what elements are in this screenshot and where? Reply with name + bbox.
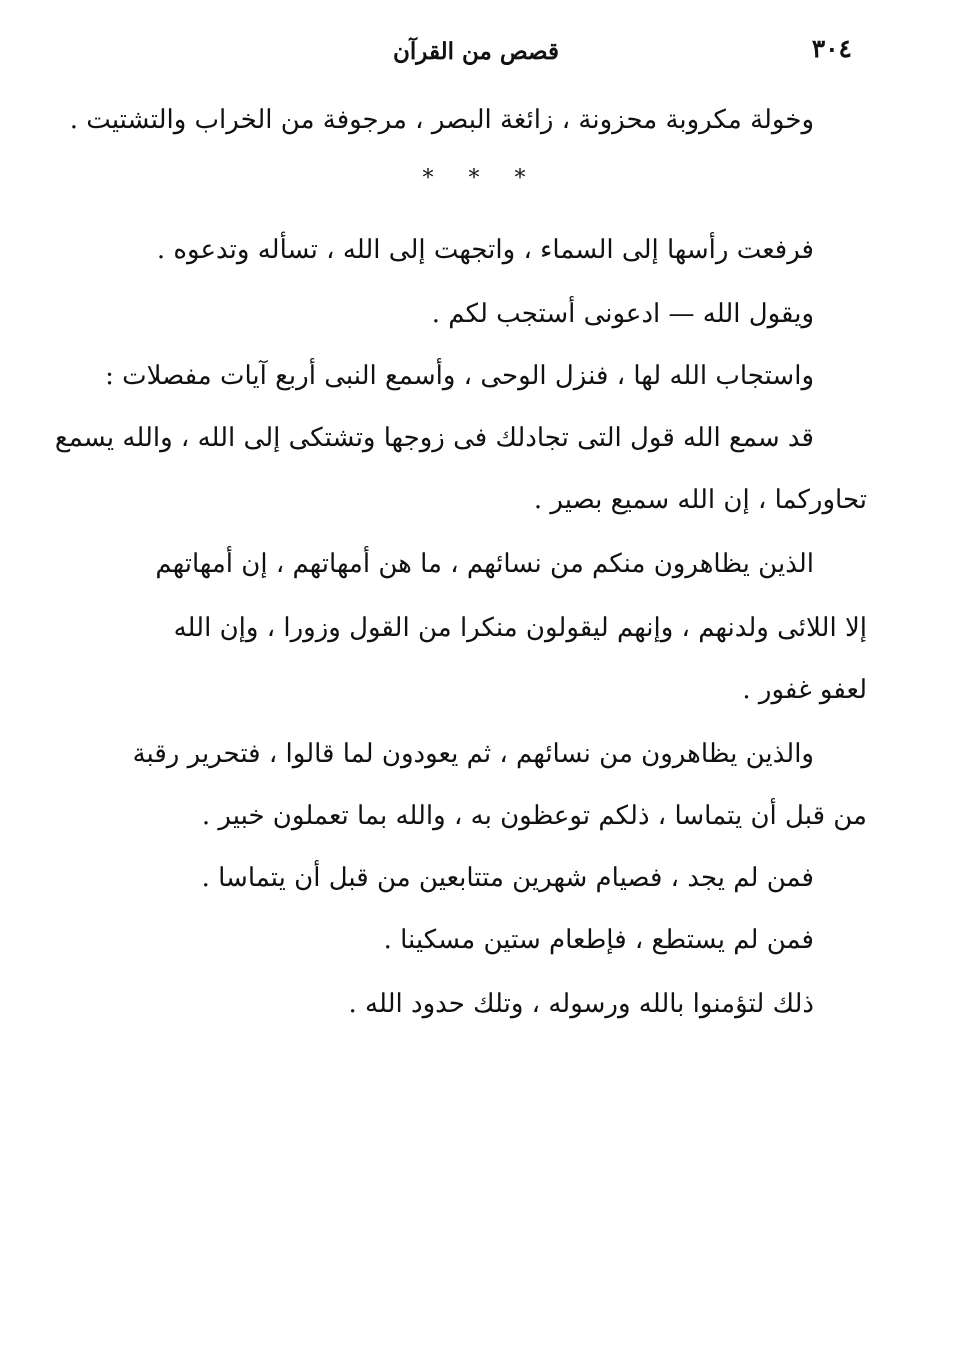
text-line-5: قد سمع الله قول التى تجادلك فى زوجها وتشتكى إلى الله ، والله يسمع xyxy=(54,423,814,453)
page-number: ٣٠٤ xyxy=(811,34,852,63)
text-line-12: فمن لم يجد ، فصيام شهرين متتابعين من قبل أن يتماسا . xyxy=(201,863,814,893)
text-line-8: إلا اللائى ولدنهم ، وإنهم ليقولون منكرا من القول وزورا ، وإن الله xyxy=(173,613,867,643)
text-line-2: فرفعت رأسها إلى السماء ، واتجهت إلى الله ، تسأله وتدعوه . xyxy=(156,235,814,265)
text-line-13: فمن لم يستطع ، فإطعام ستين مسكينا . xyxy=(383,925,814,955)
text-line-7: الذين يظاهرون منكم من نسائهم ، ما هن أمهاتهم ، إن أمهاتهم xyxy=(155,549,814,579)
text-line-10: والذين يظاهرون من نسائهم ، ثم يعودون لما قالوا ، فتحرير رقبة xyxy=(132,739,814,769)
section-separator: * * * xyxy=(422,166,540,191)
text-line-9: لعفو غفور . xyxy=(742,675,867,705)
running-title: قصص من القرآن xyxy=(393,37,559,65)
text-line-11: من قبل أن يتماسا ، ذلكم توعظون به ، والله بما تعملون خبير . xyxy=(201,801,867,831)
text-line-6: تحاوركما ، إن الله سميع بصير . xyxy=(533,485,867,515)
text-line-1: وخولة مكروبة محزونة ، زائغة البصر ، مرجوفة من الخراب والتشتيت . xyxy=(69,105,814,135)
text-line-4: واستجاب الله لها ، فنزل الوحى ، وأسمع النبى أربع آيات مفصلات : xyxy=(105,361,814,391)
page-header xyxy=(90,28,862,74)
text-line-14: ذلك لتؤمنوا بالله ورسوله ، وتلك حدود الله . xyxy=(348,989,814,1019)
text-line-3: ويقول الله — ادعونى أستجب لكم . xyxy=(431,299,814,329)
